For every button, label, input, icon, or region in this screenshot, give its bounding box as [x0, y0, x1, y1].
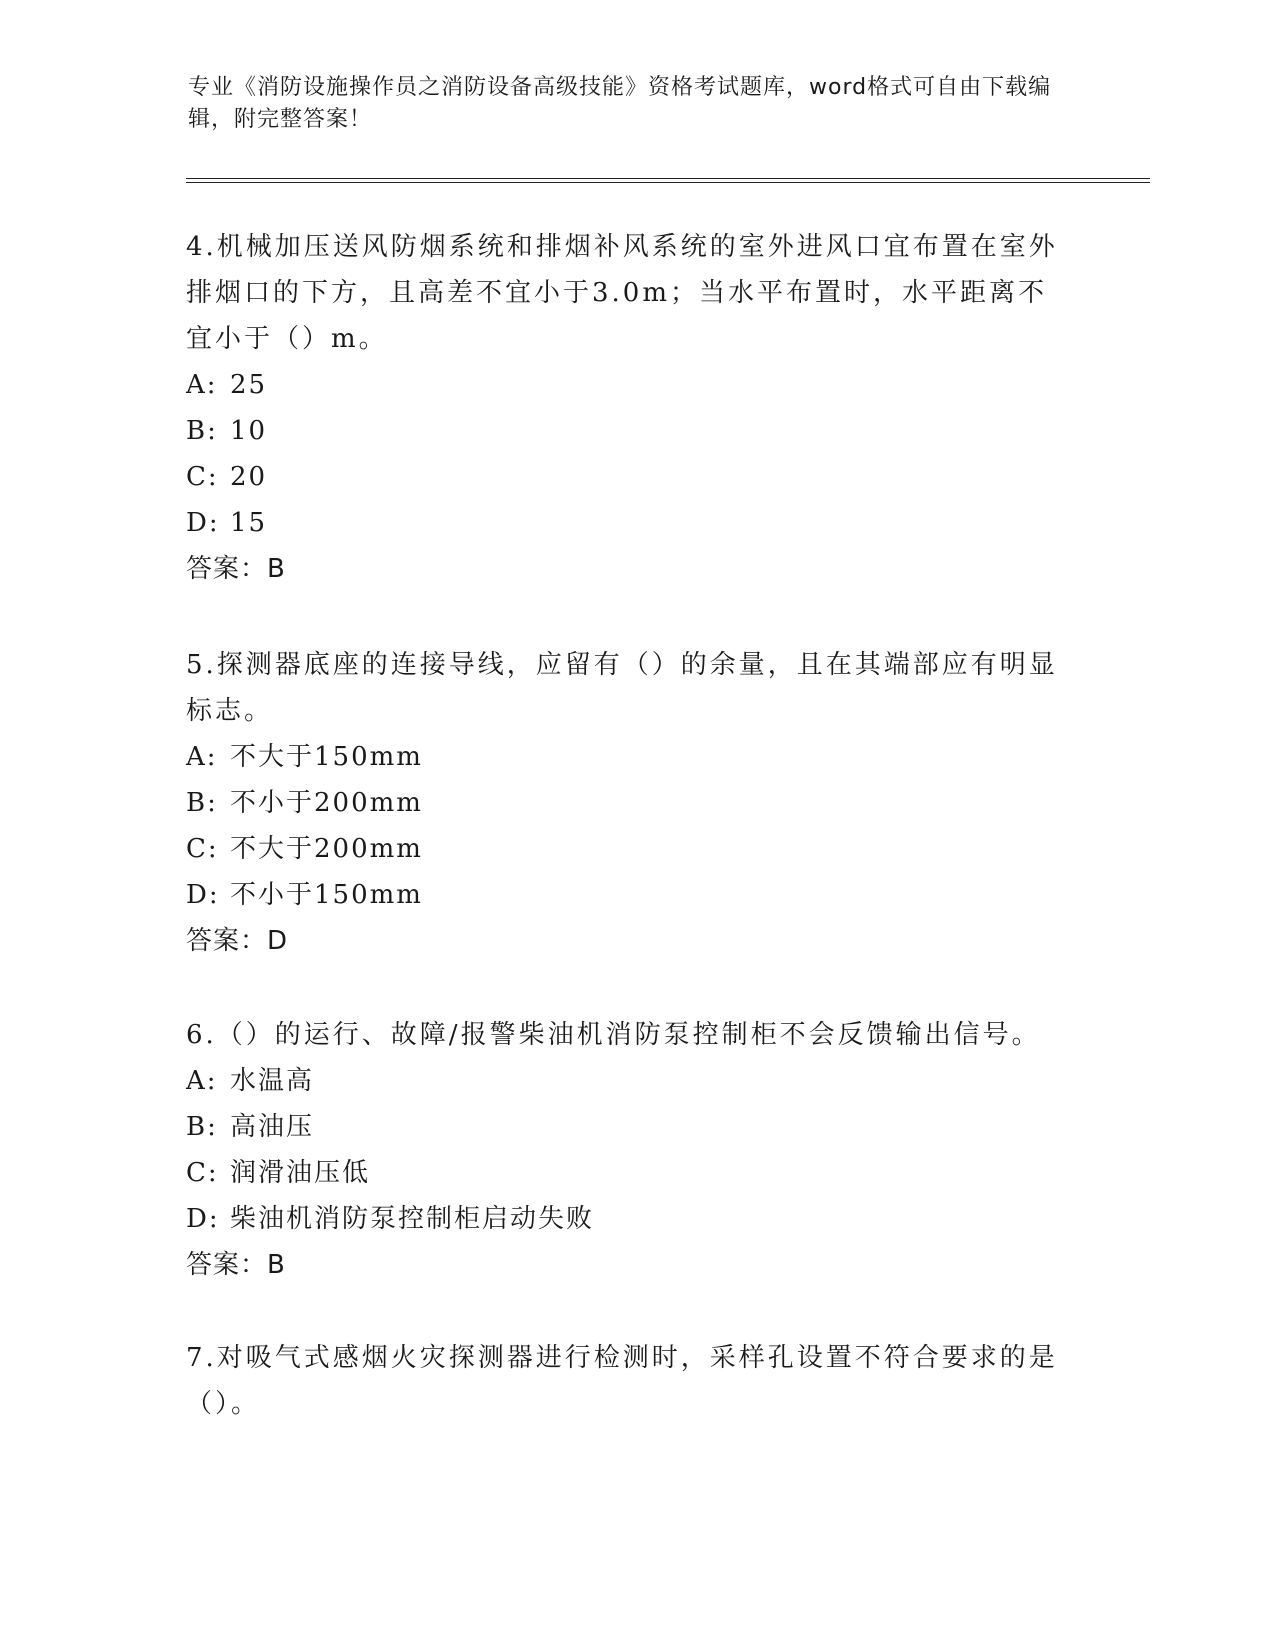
option-b — [186, 780, 1066, 826]
option-letter: D: — [186, 1204, 220, 1234]
option-b — [186, 1104, 1066, 1150]
header-divider — [186, 178, 1150, 183]
option-text: 20 — [230, 462, 268, 492]
question-stem: 7.对吸气式感烟火灾探测器进行检测时，采样孔设置不符合要求的是（）。 — [186, 1343, 1058, 1419]
option-d — [186, 1196, 1066, 1242]
option-text: 10 — [230, 416, 268, 446]
option-c — [186, 454, 1066, 500]
option-letter: B: — [186, 1112, 218, 1142]
answer-line: 答案：B — [186, 554, 286, 584]
option-text: 高油压 — [230, 1112, 315, 1142]
option-text: 柴油机消防泵控制柜启动失败 — [230, 1204, 595, 1234]
option-c — [186, 1150, 1066, 1196]
answer-line: 答案：D — [186, 926, 289, 956]
option-letter: C: — [186, 1158, 219, 1188]
option-d — [186, 500, 1066, 546]
option-a — [186, 362, 1066, 408]
option-c — [186, 826, 1066, 872]
option-letter: C: — [186, 834, 219, 864]
question-stem: 6.（）的运行、故障/报警柴油机消防泵控制柜不会反馈输出信号。 — [186, 1020, 1041, 1050]
question-4 — [186, 224, 1066, 592]
option-letter: C: — [186, 462, 219, 492]
option-b — [186, 408, 1066, 454]
option-text: 水温高 — [230, 1066, 315, 1096]
option-text: 润滑油压低 — [230, 1158, 371, 1188]
option-text: 15 — [230, 508, 268, 538]
question-7 — [186, 1335, 1066, 1427]
option-letter: D: — [186, 880, 220, 910]
option-a — [186, 1058, 1066, 1104]
question-5 — [186, 642, 1066, 964]
question-stem: 5.探测器底座的连接导线，应留有（）的余量，且在其端部应有明显标志。 — [186, 650, 1058, 726]
option-text: 不小于200mm — [230, 788, 423, 818]
option-text: 不小于150mm — [230, 880, 423, 910]
document-header: 专业《消防设施操作员之消防设备高级技能》资格考试题库，word格式可自由下载编辑，附完整答案！ — [188, 75, 1052, 132]
option-letter: A: — [186, 370, 218, 400]
option-text: 25 — [230, 370, 268, 400]
option-letter: A: — [186, 742, 218, 772]
option-a — [186, 734, 1066, 780]
question-6 — [186, 1012, 1066, 1288]
option-letter: B: — [186, 788, 218, 818]
option-letter: A: — [186, 1066, 218, 1096]
option-text: 不大于150mm — [230, 742, 423, 772]
answer-line: 答案：B — [186, 1250, 286, 1280]
question-stem: 4.机械加压送风防烟系统和排烟补风系统的室外进风口宜布置在室外排烟口的下方，且高差不宜小于3.0m；当水平布置时，水平距离不宜小于（）m。 — [186, 232, 1058, 354]
option-d — [186, 872, 1066, 918]
option-letter: B: — [186, 416, 218, 446]
option-letter: D: — [186, 508, 220, 538]
option-text: 不大于200mm — [230, 834, 423, 864]
